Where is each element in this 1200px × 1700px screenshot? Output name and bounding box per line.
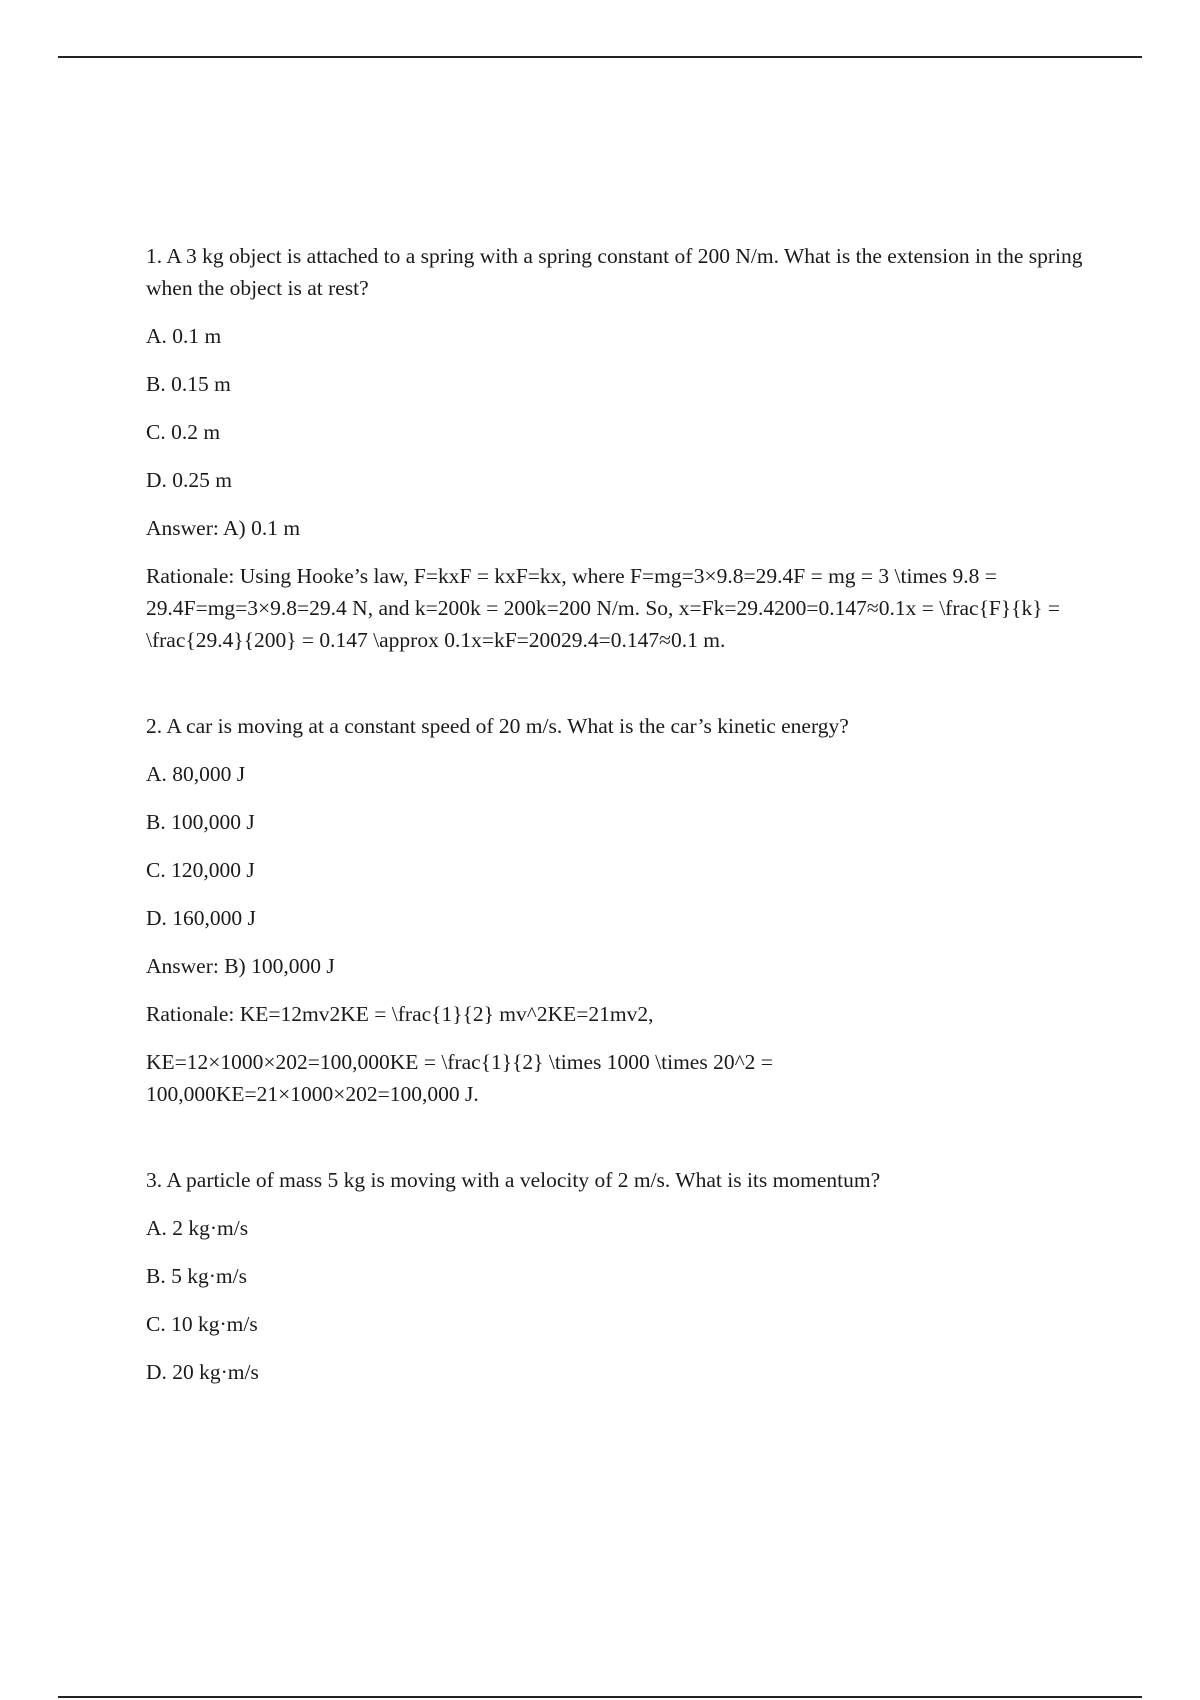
question-block-3 [146,1164,1086,1388]
option-b: B. 100,000 J [146,810,255,834]
rationale-text: Rationale: Using Hooke’s law, F=kxF = kxF=kx, where F=mg=3×9.8=29.4F = mg = 3 \times 9.8 = 29.4F=mg=3×9.8=29.4 N, and k=200k = 200k=200 N/m. So, x=Fk=29.4200=0.147≈0.1x = \frac{F}{k} = \frac{29.4}{200} = 0.147 \approx 0.1x=kF=20029.4=0.147≈0.1 m. [146,564,1061,652]
option-a: A. 0.1 m [146,324,222,348]
option-d: D. 160,000 J [146,906,256,930]
rationale-text-continued: KE=12×1000×202=100,000KE = \frac{1}{2} \times 1000 \times 20^2 = 100,000KE=21×1000×202=100,000 J. [146,1050,773,1106]
document-body [146,240,1086,1404]
option-a: A. 2 kg·m/s [146,1216,249,1240]
option-d: D. 0.25 m [146,468,232,492]
answer-text: Answer: A) 0.1 m [146,516,301,540]
answer-text: Answer: B) 100,000 J [146,954,335,978]
question-text: 2. A car is moving at a constant speed of 20 m/s. What is the car’s kinetic energy? [146,714,849,738]
question-block-1 [146,240,1086,656]
question-text: 3. A particle of mass 5 kg is moving with a velocity of 2 m/s. What is its momentum? [146,1168,881,1192]
rationale-text: Rationale: KE=12mv2KE = \frac{1}{2} mv^2KE=21mv2, [146,1002,654,1026]
question-block-2 [146,710,1086,1110]
option-a: A. 80,000 J [146,762,246,786]
option-b: B. 5 kg·m/s [146,1264,247,1288]
question-text: 1. A 3 kg object is attached to a spring with a spring constant of 200 N/m. What is the extension in the spring when the object is at rest? [146,244,1083,300]
footer-rule [58,1696,1142,1698]
option-b: B. 0.15 m [146,372,231,396]
header-rule [58,56,1142,58]
option-c: C. 0.2 m [146,420,221,444]
option-d: D. 20 kg·m/s [146,1360,259,1384]
option-c: C. 120,000 J [146,858,255,882]
option-c: C. 10 kg·m/s [146,1312,258,1336]
